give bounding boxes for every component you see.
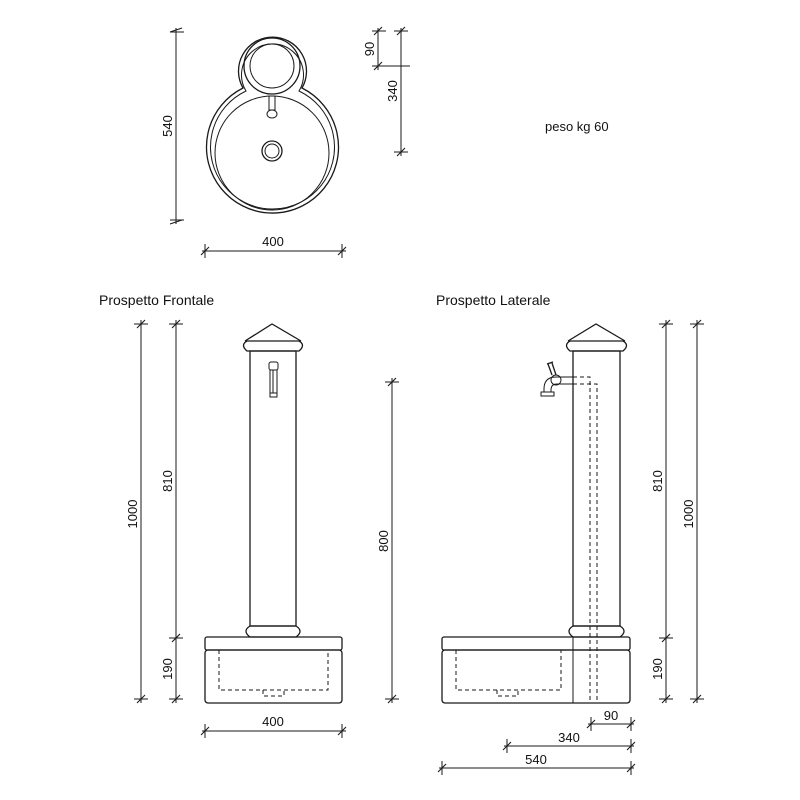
dim-side-depth-540-label: 540 <box>525 752 547 767</box>
front-cap-roof <box>245 324 301 341</box>
dim-front-total-height <box>125 320 148 703</box>
dim-side-column-base <box>650 320 673 703</box>
front-view <box>99 292 399 738</box>
plan-drain-inner <box>265 144 279 158</box>
dim-front-tap-height-label: 800 <box>376 530 391 552</box>
dim-side-column-height-label: 810 <box>650 470 665 492</box>
side-view <box>436 292 704 775</box>
dim-front-base-width-label: 400 <box>262 714 284 729</box>
side-cap-band <box>567 341 627 351</box>
dim-front-tap-height <box>376 378 399 703</box>
dim-side-total-height <box>681 320 704 703</box>
side-base-hidden <box>456 650 561 690</box>
dim-side-base-height-label: 190 <box>650 658 665 680</box>
front-base-hidden <box>219 650 328 690</box>
front-collar <box>246 626 300 637</box>
side-view-title: Prospetto Laterale <box>436 292 551 308</box>
side-base-body <box>442 650 630 703</box>
dim-side-offset-90-label: 90 <box>603 708 619 723</box>
dim-plan-depth <box>160 28 184 224</box>
plan-tap-stem <box>269 96 275 110</box>
dim-side-depth-540 <box>438 752 635 775</box>
dim-plan-post-depth-label: 340 <box>385 80 400 102</box>
dim-front-total-height-label: 1000 <box>125 499 140 529</box>
front-drain-hidden <box>263 690 284 696</box>
front-tap <box>269 362 278 397</box>
dim-front-base-width <box>201 714 346 738</box>
side-pipe-hidden-2 <box>566 384 597 701</box>
side-cap-roof <box>568 324 625 341</box>
dim-side-offset-90 <box>587 708 635 731</box>
front-base-top <box>205 637 342 650</box>
weight-label: peso kg 60 <box>545 119 609 134</box>
front-base-body <box>205 650 342 703</box>
plan-tap-head <box>267 110 277 118</box>
dim-plan-post-offset-label: 90 <box>362 41 377 57</box>
plan-basin-inner <box>215 96 329 210</box>
side-pipe-hidden <box>566 377 590 701</box>
dim-side-total-height-label: 1000 <box>681 499 696 529</box>
plan-post-ring-outer <box>244 38 300 94</box>
side-tap <box>541 362 573 396</box>
plan-inner-outline <box>211 44 335 209</box>
dim-front-column-height-label: 810 <box>160 470 175 492</box>
front-cap-band <box>244 341 303 351</box>
plan-post-ring-inner <box>250 44 294 88</box>
dim-side-offset-340-label: 340 <box>558 730 580 745</box>
plan-view <box>160 27 609 258</box>
dim-plan-width <box>201 234 346 258</box>
front-view-title: Prospetto Frontale <box>99 292 215 308</box>
dim-front-base-height-label: 190 <box>160 658 175 680</box>
dim-side-offset-340 <box>503 730 635 753</box>
dim-front-column-base <box>160 320 183 703</box>
side-base-top <box>442 637 630 650</box>
side-drain-hidden <box>497 690 518 696</box>
dim-plan-depth-label: 540 <box>160 115 175 137</box>
dim-plan-post <box>362 27 410 156</box>
dim-plan-width-label: 400 <box>262 234 284 249</box>
